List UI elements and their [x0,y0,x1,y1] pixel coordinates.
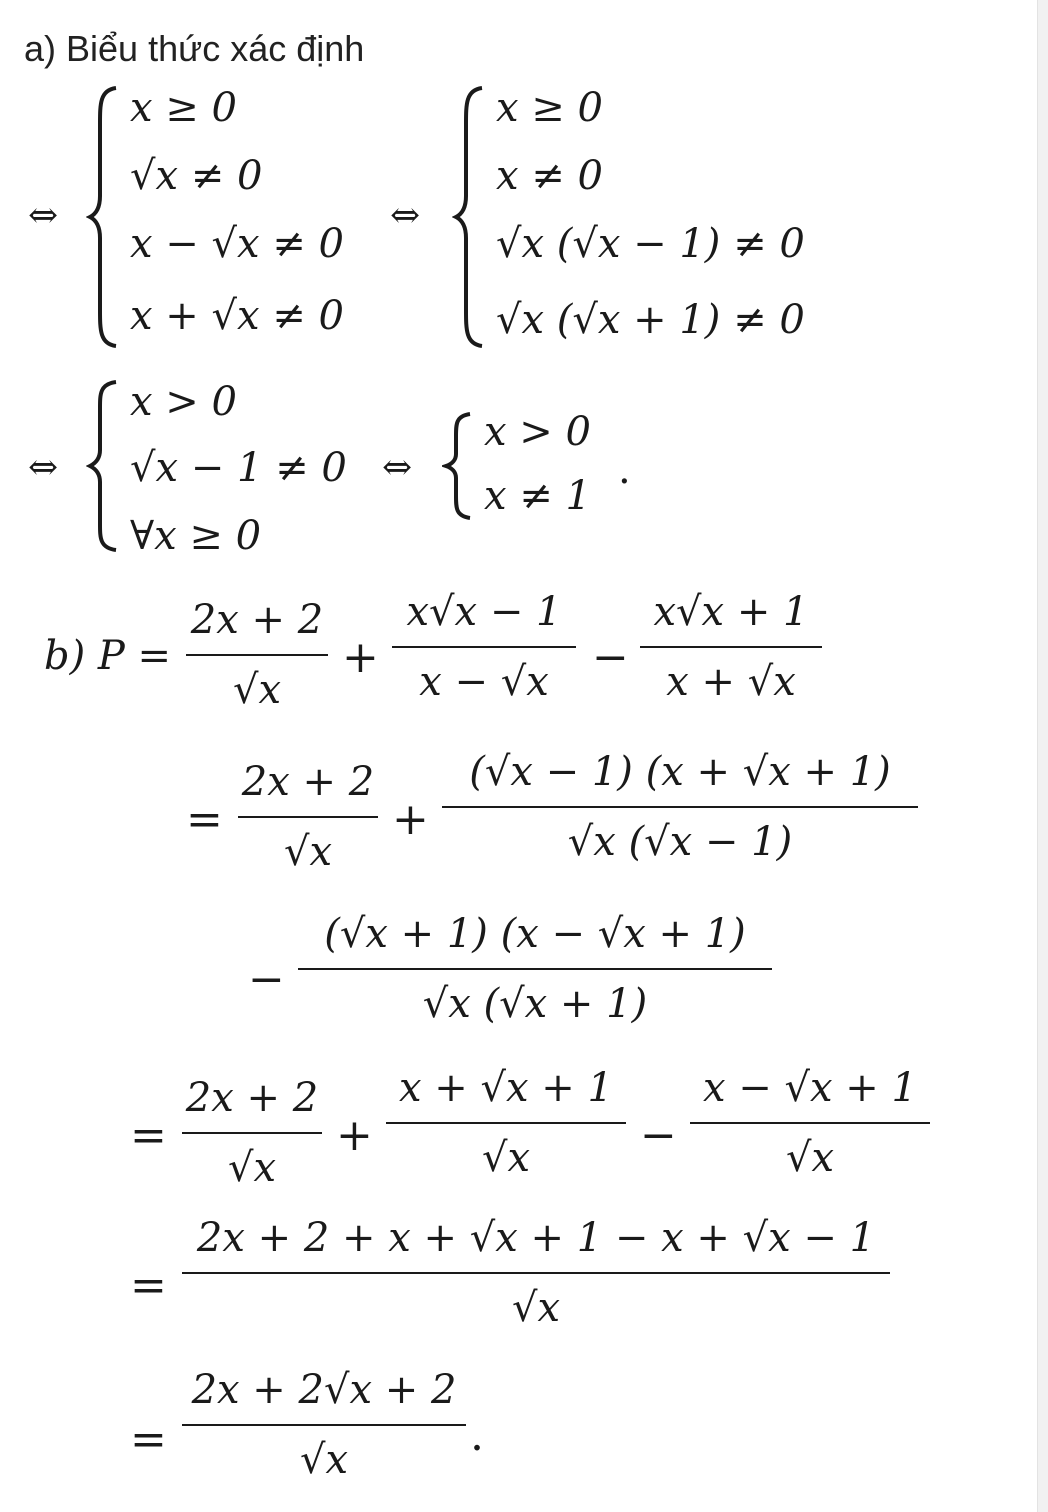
numerator: x + √x + 1 [399,1065,613,1111]
condition-line: √x (√x − 1) ≠ 0 [496,221,805,267]
numerator: 2x + 2 [241,759,375,805]
condition-line: x + √x ≠ 0 [130,293,344,339]
denominator: √x (√x + 1) [422,981,648,1027]
numerator: x√x + 1 [653,589,809,635]
left-brace-icon [86,378,122,554]
fraction [690,1065,930,1181]
numerator: 2x + 2 [185,1075,319,1121]
part-b-label: b) P = [44,633,172,679]
condition-line: x > 0 [130,379,237,425]
numerator: 2x + 2 + x + √x + 1 − x + √x − 1 [196,1215,876,1261]
equals-sign: = [186,794,223,845]
condition-line: √x (√x + 1) ≠ 0 [496,297,805,343]
condition-line: ∀x ≥ 0 [130,513,262,559]
part-a-heading: a) Biểu thức xác định [24,28,365,69]
minus-operator: − [592,632,629,683]
numerator: x − √x + 1 [703,1065,917,1111]
numerator: 2x + 2 [190,597,324,643]
end-period: . [618,447,631,493]
numerator: x√x − 1 [406,589,562,635]
condition-line: x ≠ 1 [484,473,591,519]
fraction [392,589,576,705]
equals-sign: = [130,1110,167,1161]
scrollbar[interactable] [1037,0,1048,1512]
denominator: √x [227,1145,277,1191]
iff-arrow: ⇔ [28,195,59,236]
fraction [238,759,378,875]
fraction [640,589,822,705]
denominator: √x [481,1135,531,1181]
fraction [386,1065,626,1181]
condition-line: x − √x ≠ 0 [130,221,344,267]
condition-line: x ≥ 0 [130,85,237,131]
numerator: (√x − 1) (x + √x + 1) [469,749,891,795]
denominator: √x [299,1437,349,1483]
left-brace-icon [86,84,122,350]
plus-operator: + [342,632,379,683]
condition-line: x ≥ 0 [496,85,603,131]
condition-line: √x − 1 ≠ 0 [130,445,347,491]
end-period: . [470,1410,484,1461]
fraction [442,749,918,865]
fraction [182,1075,322,1191]
denominator: √x [283,829,333,875]
equals-sign: = [130,1260,167,1311]
numerator: (√x + 1) (x − √x + 1) [324,911,746,957]
condition-line: x ≠ 0 [496,153,603,199]
plus-operator: + [336,1110,373,1161]
left-brace-icon [442,410,476,522]
iff-arrow: ⇔ [390,195,421,236]
denominator: √x [785,1135,835,1181]
fraction [182,1367,466,1483]
iff-arrow: ⇔ [28,447,59,488]
left-brace-icon [452,84,488,350]
denominator: x − √x [419,659,549,705]
plus-operator: + [392,794,429,845]
denominator: √x [511,1285,561,1331]
iff-arrow: ⇔ [382,447,413,488]
denominator: x + √x [666,659,796,705]
condition-line: √x ≠ 0 [130,153,263,199]
minus-operator: − [640,1110,677,1161]
condition-line: x > 0 [484,409,591,455]
minus-operator: − [248,954,285,1005]
fraction [298,911,772,1027]
equals-sign: = [130,1414,167,1465]
denominator: √x (√x − 1) [567,819,793,865]
denominator: √x [232,667,282,713]
numerator: 2x + 2√x + 2 [191,1367,457,1413]
fraction [186,597,328,713]
fraction [182,1215,890,1331]
